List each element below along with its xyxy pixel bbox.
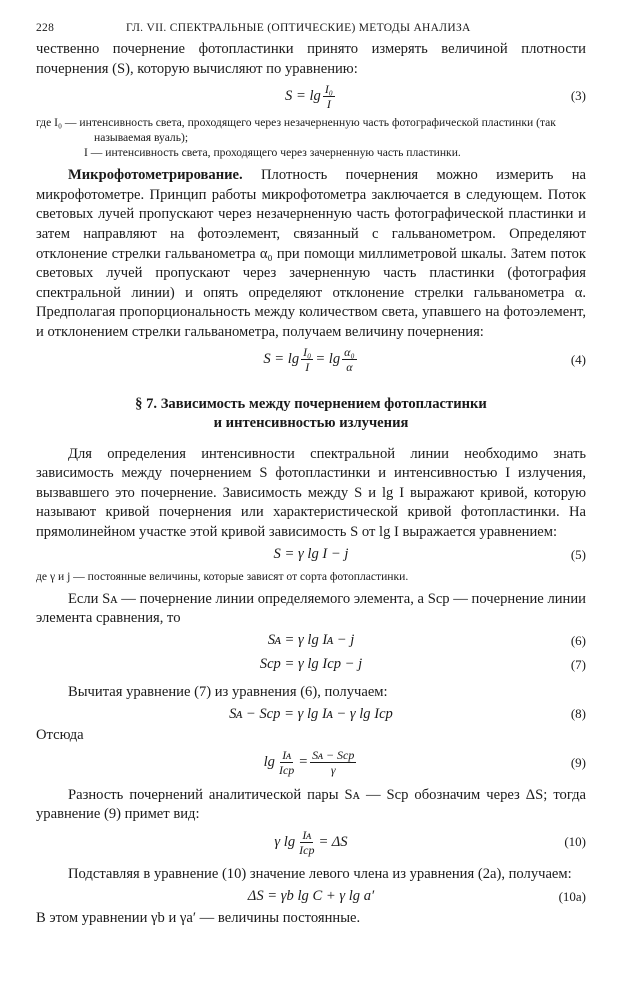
- eq9-mid: =: [298, 754, 309, 771]
- eq4-lhs: S = lg: [263, 351, 300, 368]
- eq10-rhs: = ΔS: [318, 833, 348, 850]
- eq7-expression: Sср = γ lg Iср − j: [259, 656, 363, 673]
- equation-8: [36, 702, 586, 726]
- section-heading-line-2: и интенсивностью излучения: [213, 414, 409, 431]
- eq9-lhs: lg: [263, 754, 275, 771]
- definition-I: I — интенсивность света, проходящего через зачерненную часть пластинки.: [84, 146, 461, 160]
- eq4-number: (4): [570, 351, 586, 367]
- eq7-number: (7): [570, 656, 586, 672]
- paragraph-2: Для определения интенсивности спектральной линии необходимо знать зависимость между почернением S фотопластинки и интенсивностью I излучения, вызвавшего это почернение. Зависимость между S и lg I выражают кривой, которую называют кривой почернения или характеристической кривой фотопластинки. На прямолинейном участке этой кривой зависимость S от lg I выражается уравнением:: [36, 445, 586, 540]
- equation-6: [36, 629, 586, 653]
- paragraph-5: Разность почернений аналитической пары Sᴀ — Sср обозначим через ΔS; тогда уравнение (9) примет вид:: [36, 786, 586, 823]
- paragraph-4: Вычитая уравнение (7) из уравнения (6), получаем:: [68, 683, 388, 700]
- equation-4: [36, 343, 586, 377]
- eq9-denominator-1: Iср: [278, 763, 295, 778]
- equation-10: [36, 825, 586, 859]
- equation-10a: [36, 885, 586, 909]
- eq3-denominator: I: [326, 96, 331, 111]
- microphotometry-paragraph: [36, 166, 586, 342]
- eq10-fraction: [297, 828, 316, 857]
- eq8-expression: Sᴀ − Sср = γ lg Iᴀ − γ lg Iср: [229, 705, 393, 722]
- eq6-number: (6): [570, 632, 586, 648]
- equation-5: [36, 543, 586, 567]
- eq10-lhs: γ lg: [274, 833, 296, 850]
- eq4-denominator-2: α: [346, 360, 353, 375]
- eq10a-number: (10а): [558, 888, 586, 904]
- otsyuda-line: Отсюда: [36, 727, 84, 744]
- eq10-numerator: Iᴀ: [302, 827, 312, 842]
- eq9-fraction-2: [310, 748, 356, 777]
- eq4-mid: = lg: [315, 351, 341, 368]
- section-heading: [36, 395, 586, 433]
- eq3-fraction: [323, 82, 335, 111]
- eq9-numerator-2: Sᴀ − Sср: [312, 748, 355, 763]
- eq4-fraction-2: [342, 345, 356, 374]
- eq4-denominator-1: I: [305, 360, 310, 375]
- definition-I0: где I₀ — интенсивность света, проходящего через незачерненную часть фотографической пластинки (так называемая вуаль);: [36, 116, 556, 145]
- equation-3: [36, 79, 586, 113]
- microphotometry-title: Микрофотометрирование.: [68, 167, 243, 184]
- paragraph-7: В этом уравнении γb и γa′ — величины постоянные.: [36, 909, 361, 926]
- definitions-1: [36, 115, 586, 160]
- equation-9: [36, 746, 586, 780]
- eq10-number: (10): [564, 834, 586, 850]
- eq3-number: (3): [570, 88, 586, 104]
- eq8-number: (8): [570, 706, 586, 722]
- eq10a-expression: ΔS = γb lg C + γ lg a′: [247, 888, 375, 905]
- eq4-numerator-2: α₀: [344, 345, 355, 360]
- eq5-expression: S = γ lg I − j: [273, 546, 349, 562]
- equation-7: [36, 653, 586, 677]
- section-heading-line-1: § 7. Зависимость между почернением фотопластинки: [135, 395, 487, 412]
- eq9-numerator-1: Iᴀ: [282, 748, 292, 763]
- eq3-numerator: I₀: [324, 81, 333, 96]
- page: [36, 18, 586, 928]
- eq5-number: (5): [570, 546, 586, 562]
- eq9-number: (9): [570, 754, 586, 770]
- page-number: 228: [36, 22, 55, 34]
- eq4-fraction-1: [301, 345, 313, 374]
- eq6-expression: Sᴀ = γ lg Iᴀ − j: [267, 632, 355, 649]
- running-title: ГЛ. VII. СПЕКТРАЛЬНЫЕ (ОПТИЧЕСКИЕ) МЕТОДЫ АНАЛИЗА: [126, 22, 471, 34]
- microphotometry-text: Плотность почернения можно измерить на микрофотометре. Принцип работы микрофотометра заключается в следующем. Поток световых лучей пропускают через незачерненную часть фотографической пластинки и затем направляют на фотоэлемент, связанный с гальванометром. Определяют отклонение стрелки гальванометра α₀ при помощи миллиметровой шкалы. Затем поток световых лучей пропускают через зачерненную часть пластинки (фотография спектральной линии) и опять определяют отклонение стрелки гальванометра α. Предполагая пропорциональность между количеством света, упавшего на фотоэлемент, и отклонением стрелки гальванометра, получаем величину почернения:: [36, 167, 586, 340]
- eq9-fraction-1: [277, 748, 296, 777]
- definitions-2: де γ и j — постоянные величины, которые зависят от сорта фотопластинки.: [36, 569, 409, 583]
- paragraph-3: Если Sᴀ — почернение линии определяемого элемента, а Sср — почернение линии элемента сравнения, то: [36, 590, 586, 627]
- eq4-numerator-1: I₀: [303, 345, 312, 360]
- paragraph-1: чественно почернение фотопластинки принято измерять величиной плотности почернения (S), которую вычисляют по уравнению:: [36, 41, 586, 77]
- paragraph-6: Подставляя в уравнение (10) значение левого члена из уравнения (2а), получаем:: [68, 866, 572, 883]
- eq10-denominator: Iср: [299, 842, 315, 857]
- eq3-lhs: S = lg: [285, 87, 321, 104]
- eq9-denominator-2: γ: [330, 763, 336, 778]
- running-header: [36, 18, 586, 40]
